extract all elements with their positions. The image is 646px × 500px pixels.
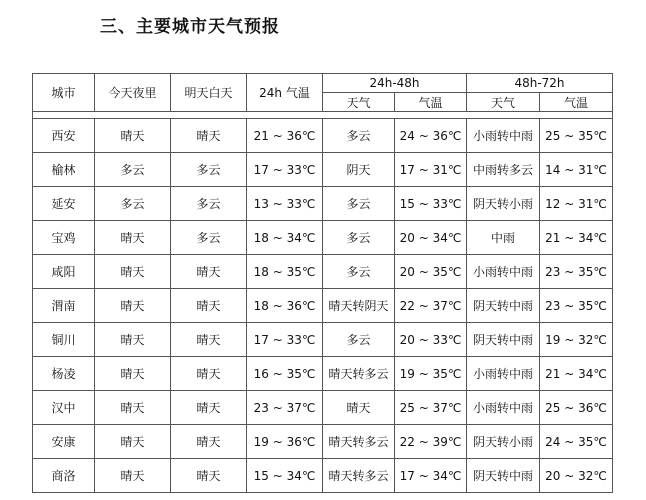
city-cell: 商洛: [33, 459, 95, 493]
tomorrow-day-cell: 多云: [171, 187, 247, 221]
tonight-cell: 晴天: [95, 459, 171, 493]
tonight-cell: 晴天: [95, 425, 171, 459]
header-group-48-72h: 48h-72h: [467, 74, 613, 93]
header-temp-72h: 气温: [540, 93, 613, 112]
temp-72h-cell: 23 ~ 35℃: [540, 289, 613, 323]
city-cell: 西安: [33, 119, 95, 153]
header-gap-row: [33, 112, 613, 119]
city-cell: 杨凌: [33, 357, 95, 391]
tomorrow-day-cell: 晴天: [171, 357, 247, 391]
weather-48h-cell: 阴天: [323, 153, 395, 187]
table-row: [33, 187, 613, 221]
weather-72h-cell: 中雨: [467, 221, 540, 255]
header-weather-48h: 天气: [323, 93, 395, 112]
city-cell: 汉中: [33, 391, 95, 425]
temp-48h-cell: 24 ~ 36℃: [395, 119, 467, 153]
temp-48h-cell: 19 ~ 35℃: [395, 357, 467, 391]
temp-72h-cell: 24 ~ 35℃: [540, 425, 613, 459]
temp-72h-cell: 14 ~ 31℃: [540, 153, 613, 187]
tonight-cell: 晴天: [95, 357, 171, 391]
table-row: [33, 357, 613, 391]
weather-72h-cell: 阴天转中雨: [467, 323, 540, 357]
tonight-cell: 晴天: [95, 119, 171, 153]
city-cell: 延安: [33, 187, 95, 221]
temp-48h-cell: 25 ~ 37℃: [395, 391, 467, 425]
weather-48h-cell: 多云: [323, 221, 395, 255]
tomorrow-day-cell: 晴天: [171, 119, 247, 153]
weather-72h-cell: 阴天转小雨: [467, 425, 540, 459]
tonight-cell: 晴天: [95, 391, 171, 425]
header-row-1: [33, 74, 613, 93]
table-row: [33, 255, 613, 289]
page-title: 三、主要城市天气预报: [100, 17, 280, 37]
tomorrow-day-cell: 晴天: [171, 459, 247, 493]
tomorrow-day-cell: 晴天: [171, 391, 247, 425]
header-tomorrow-day: 明天白天: [171, 74, 247, 112]
weather-48h-cell: 多云: [323, 119, 395, 153]
city-cell: 榆林: [33, 153, 95, 187]
tomorrow-day-cell: 晴天: [171, 425, 247, 459]
city-cell: 咸阳: [33, 255, 95, 289]
temp-72h-cell: 20 ~ 32℃: [540, 459, 613, 493]
city-cell: 安康: [33, 425, 95, 459]
weather-72h-cell: 阴天转中雨: [467, 459, 540, 493]
temp-48h-cell: 17 ~ 34℃: [395, 459, 467, 493]
temp-48h-cell: 17 ~ 31℃: [395, 153, 467, 187]
weather-72h-cell: 小雨转中雨: [467, 119, 540, 153]
tomorrow-day-cell: 晴天: [171, 323, 247, 357]
table-row: [33, 391, 613, 425]
weather-48h-cell: 晴天转多云: [323, 357, 395, 391]
header-weather-72h: 天气: [467, 93, 540, 112]
city-cell: 铜川: [33, 323, 95, 357]
weather-48h-cell: 多云: [323, 323, 395, 357]
tonight-cell: 晴天: [95, 255, 171, 289]
header-city: 城市: [33, 74, 95, 112]
weather-48h-cell: 晴天: [323, 391, 395, 425]
header-tonight: 今天夜里: [95, 74, 171, 112]
temp-24h-cell: 16 ~ 35℃: [247, 357, 323, 391]
weather-72h-cell: 小雨转中雨: [467, 357, 540, 391]
tonight-cell: 晴天: [95, 289, 171, 323]
temp-24h-cell: 23 ~ 37℃: [247, 391, 323, 425]
weather-48h-cell: 多云: [323, 255, 395, 289]
weather-72h-cell: 阴天转小雨: [467, 187, 540, 221]
temp-72h-cell: 21 ~ 34℃: [540, 357, 613, 391]
table-row: [33, 459, 613, 493]
temp-48h-cell: 20 ~ 35℃: [395, 255, 467, 289]
tomorrow-day-cell: 晴天: [171, 255, 247, 289]
weather-48h-cell: 晴天转阴天: [323, 289, 395, 323]
weather-48h-cell: 晴天转多云: [323, 459, 395, 493]
temp-24h-cell: 17 ~ 33℃: [247, 323, 323, 357]
table-row: [33, 221, 613, 255]
temp-24h-cell: 18 ~ 35℃: [247, 255, 323, 289]
header-group-24-48h: 24h-48h: [323, 74, 467, 93]
table-row: [33, 289, 613, 323]
table-row: [33, 323, 613, 357]
temp-72h-cell: 23 ~ 35℃: [540, 255, 613, 289]
temp-48h-cell: 22 ~ 37℃: [395, 289, 467, 323]
weather-48h-cell: 晴天转多云: [323, 425, 395, 459]
temp-48h-cell: 22 ~ 39℃: [395, 425, 467, 459]
temp-72h-cell: 12 ~ 31℃: [540, 187, 613, 221]
tonight-cell: 多云: [95, 187, 171, 221]
temp-24h-cell: 18 ~ 34℃: [247, 221, 323, 255]
temp-48h-cell: 15 ~ 33℃: [395, 187, 467, 221]
forecast-table: [32, 73, 613, 493]
tomorrow-day-cell: 晴天: [171, 289, 247, 323]
weather-72h-cell: 小雨转中雨: [467, 255, 540, 289]
tomorrow-day-cell: 多云: [171, 221, 247, 255]
temp-48h-cell: 20 ~ 33℃: [395, 323, 467, 357]
temp-48h-cell: 20 ~ 34℃: [395, 221, 467, 255]
header-temp-24h: 24h 气温: [247, 74, 323, 112]
header-temp-48h: 气温: [395, 93, 467, 112]
tomorrow-day-cell: 多云: [171, 153, 247, 187]
table-row: [33, 153, 613, 187]
weather-72h-cell: 小雨转中雨: [467, 391, 540, 425]
temp-72h-cell: 19 ~ 32℃: [540, 323, 613, 357]
weather-48h-cell: 多云: [323, 187, 395, 221]
temp-24h-cell: 17 ~ 33℃: [247, 153, 323, 187]
temp-72h-cell: 25 ~ 36℃: [540, 391, 613, 425]
table-row: [33, 119, 613, 153]
temp-24h-cell: 18 ~ 36℃: [247, 289, 323, 323]
weather-72h-cell: 阴天转中雨: [467, 289, 540, 323]
city-cell: 渭南: [33, 289, 95, 323]
table-row: [33, 425, 613, 459]
tonight-cell: 多云: [95, 153, 171, 187]
temp-24h-cell: 19 ~ 36℃: [247, 425, 323, 459]
temp-72h-cell: 21 ~ 34℃: [540, 221, 613, 255]
temp-24h-cell: 21 ~ 36℃: [247, 119, 323, 153]
header-gap: [33, 112, 613, 119]
tonight-cell: 晴天: [95, 221, 171, 255]
tonight-cell: 晴天: [95, 323, 171, 357]
temp-24h-cell: 15 ~ 34℃: [247, 459, 323, 493]
city-cell: 宝鸡: [33, 221, 95, 255]
temp-72h-cell: 25 ~ 35℃: [540, 119, 613, 153]
temp-24h-cell: 13 ~ 33℃: [247, 187, 323, 221]
weather-72h-cell: 中雨转多云: [467, 153, 540, 187]
